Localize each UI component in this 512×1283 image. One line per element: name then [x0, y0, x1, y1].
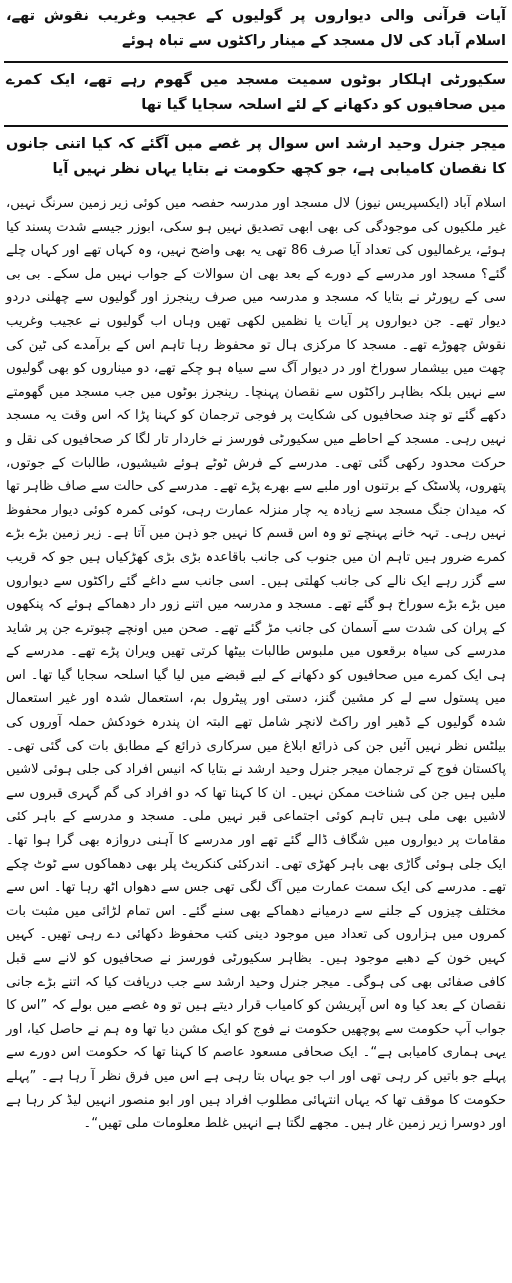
divider [4, 125, 508, 127]
headline-1: آیات قرآنی والی دیواروں پر گولیوں کے عجیب وغریب نقوش تھے، اسلام آباد کی لال مسجد کے مینار راکٹوں سے تباہ ہوئے [6, 8, 506, 49]
headline-2: سکیورٹی اہلکار بوٹوں سمیت مسجد میں گھوم رہے تھے، ایک کمرے میں صحافیوں کو دکھانے کے لئے اسلحہ سجایا گیا تھا [6, 72, 506, 113]
divider [4, 61, 508, 63]
article-body [4, 192, 508, 1136]
headline-3: میجر جنرل وحید ارشد اس سوال پر غصے میں آگئے کہ کیا اتنی جانوں کا نقصان کامیابی ہے، جو کچھ حکومت نے بتایا یہاں نظر نہیں آیا [6, 136, 506, 177]
article-paragraph: اسلام آباد (ایکسپریس نیوز) لال مسجد اور مدرسہ حفصہ میں کوئی زیر زمین سرنگ نہیں، غیر ملکیوں کی موجودگی کی بھی ابھی تصدیق نہیں ہو سکی، ابوزر جیسے شدت پسند کیا ہوئے، یرغمالیوں کی تعداد آیا صرف 86 تھی یہ بھی واضح نہیں، وہ کہاں تھے اور کہاں چلے گئے؟ مسجد اور مدرسے کے دورے کے بعد بھی ان سوالات کے جواب نہیں مل سکے۔ بی بی سی کے رپورٹر نے بتایا کہ مسجد و مدرسہ میں صرف رینجرز اور گولیوں سے چھلنی دردو دیوار تھے۔ جن دیواروں پر آیات یا نظمیں لکھی تھیں وہاں اب گولیوں نے عجیب وغریب نقوش چھوڑے تھے۔ مسجد کا مرکزی ہال تو محفوظ رہا تاہم اس کے برآمدے کی ٹین کی چھت میں بیشمار سوراخ اور در دیوار آگ سے سیاہ ہو چکے تھے، دو میناروں کو بھی گولیوں سے نہیں بلکہ بظاہر راکٹوں سے نقصان پہنچا۔ رینجرز بوٹوں میں جب مسجد میں گھومتے دکھے گئے تو چند صحافیوں کی شکایت پر فوجی ترجمان کو کہنا پڑا کہ اس وقت یہ مسجد نہیں رہی۔ مسجد کے احاطے میں سکیورٹی فورسز نے خاردار تار لگا کر صحافیوں کی نقل و حرکت محدود رکھی گئی تھی۔ مدرسے کے فرش ٹوٹے ہوئے شیشیوں، طالبات کے جوتوں، پتھروں، پلاسٹک کے برتنوں اور ملبے سے بھرے پڑے تھے۔ مدرسے کی حالت سے صاف ظاہر تھا کہ میدان جنگ مسجد سے زیادہ یہ چار منزلہ عمارت رہی، کوئی کمرہ کوئی دیوار محفوظ نہیں رہی۔ تہہ خانے پہنچے تو وہ اس قسم کا نہیں جو ذہن میں آتا ہے۔ زیر زمین بڑے بڑے کمرے ضرور ہیں تاہم ان میں جنوب کی جانب باقاعدہ بڑی بڑی کھڑکیاں ہیں جو کہ قریب سے گزر رہے ایک نالے کی جانب کھلتی ہیں۔ اسی جانب سے داغے گئے راکٹوں سے دیواروں میں بڑے بڑے سوراخ ہو گئے تھے۔ مسجد و مدرسہ میں اتنے زور دار دھماکے ہوئے کہ پنکھوں کے پران کی شدت سے آسمان کی جانب مڑ گئے تھے۔ صحن میں اونچے چبوترے جن پر شاید مدرسے کی سیاہ برقعوں میں ملبوس طالبات بیٹھا کرتی تھیں ویران پڑے تھے۔ مدرسے کے ہی ایک کمرے میں صحافیوں کو دکھانے کے لیے قبضے میں لیا گیا اسلحہ سجایا گیا تھا۔ اس میں پستول سے لے کر مشین گنز، دستی اور پیٹرول بم، استعمال شدہ اور غیر استعمال شدہ گولیوں کے ڈھیر اور راکٹ لانچر شامل تھے البتہ ان پندرہ خودکش حملہ آوروں کی بیلٹس نظر نہیں آئیں جن کی ذرائع ابلاغ میں سرکاری ذرائع کے مطابق بات کی گئی تھی۔ پاکستان فوج کے ترجمان میجر جنرل وحید ارشد نے بتایا کہ انیس افراد کی جلی ہوئی لاشیں ملیں ہیں جن کی شناخت ممکن نہیں۔ ان کا کہنا تھا کہ دو افراد کی گم گہری قبروں سے لاشیں بھی ملی ہیں تاہم کوئی اجتماعی قبر نہیں ملی۔ مسجد و مدرسے کے باہر کئی مقامات پر دیواروں میں شگاف ڈالے گئے تھے اور مدرسے کا آہنی دروازہ بھی گرا ہوا تھا۔ ایک جلی ہوئی گاڑی بھی باہر کھڑی تھی۔ اندرکئی کنکریٹ پلر بھی دھماکوں سے ٹوٹ چکے تھے۔ مدرسے کی ایک سمت عمارت میں آگ لگی تھی جس سے دھواں اٹھ رہا تھا۔ اس سے مختلف چیزوں کے جلنے سے درمیانے دھماکے بھی سنے گئے۔ اس تمام لڑائی میں مثبت بات کمروں میں ہزاروں کی تعداد میں موجود دینی کتب محفوظ دکھائی دے رہی تھیں۔ کہیں کہیں خون کے دھبے موجود ہیں۔ بظاہر سکیورٹی فورسز نے صحافیوں کو لانے سے قبل کافی صفائی بھی کی ہوگی۔ میجر جنرل وحید ارشد سے جب دریافت کیا کہ اتنے بڑے جانی نقصان کے بعد کیا وہ اس آپریشن کو کامیاب قرار دیتے ہیں تو وہ غصے میں بولے کہ ”اس کا جواب آپ حکومت سے پوچھیں حکومت نے فوج کو ایک مشن دیا تھا وہ ہم نے حاصل کیا، اور یہی ہماری کامیابی ہے“۔ ایک صحافی مسعود عاصم کا کہنا تھا کہ حکومت اس دورے سے پہلے جو باتیں کر رہی تھی اور اب جو یہاں بتا رہی ہے اس میں فرق نظر آ رہا ہے۔ ”پہلے حکومت کا موقف تھا کہ یہاں انتہائی مطلوب افراد ہیں اور ابو منصور انہیں لیڈ کر رہا ہے اور دوسرا زیر زمین غار ہیں۔ مجھے لگتا ہے انہیں غلط معلومات ملی تھیں“۔ [6, 196, 506, 1132]
